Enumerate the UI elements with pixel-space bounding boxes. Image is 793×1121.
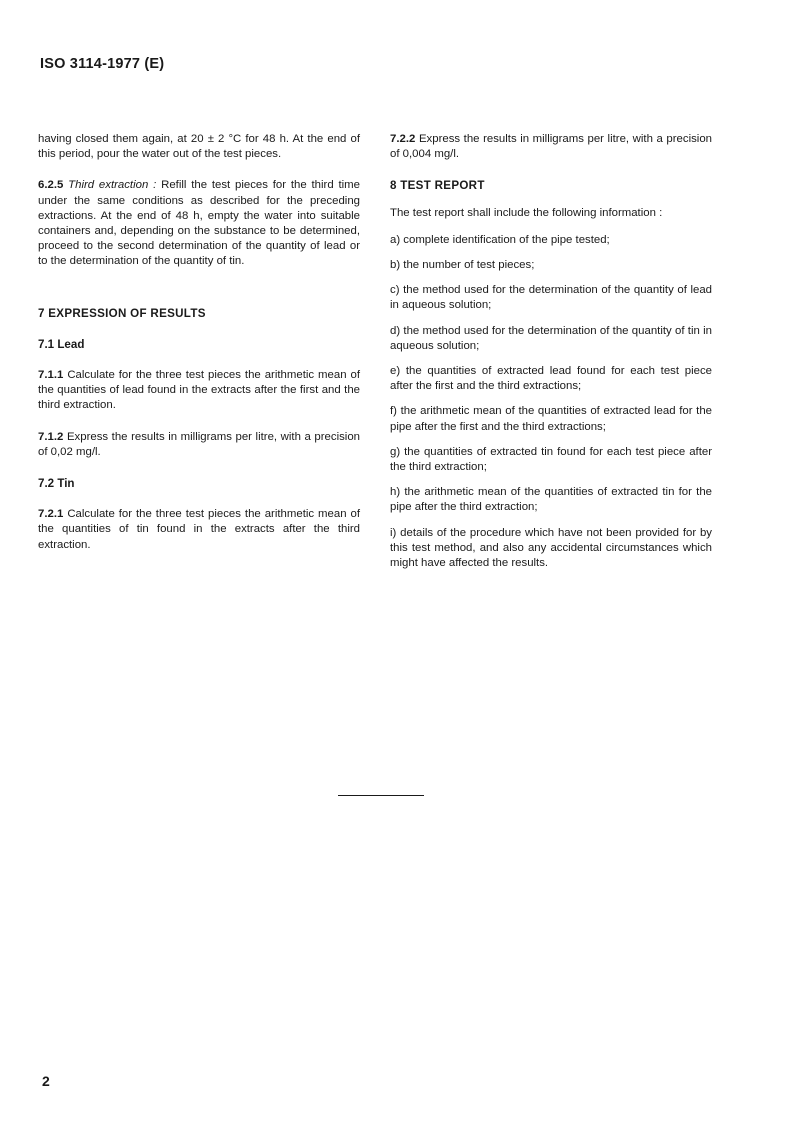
section-number: 6.2.5 [38, 179, 64, 192]
section-number: 7.2.1 [38, 508, 64, 521]
section-text: Calculate for the three test pieces the arithmetic mean of the quantities of lead found in the extracts after the first and the third extraction. [38, 369, 361, 412]
section-title: Third extraction : [68, 179, 157, 192]
section-heading-8: 8 TEST REPORT [390, 179, 485, 193]
section-7-1-2 [38, 430, 360, 460]
list-item-e: e) the quantities of extracted lead found for each test piece after the first and the third extractions; [390, 365, 712, 393]
page-number: 2 [42, 1073, 50, 1089]
section-heading-7: 7 EXPRESSION OF RESULTS [38, 306, 206, 320]
section-number: 7.1.1 [38, 369, 64, 382]
section-text: Express the results in milligrams per litre, with a precision of 0,004 mg/l. [390, 133, 712, 161]
test-report-intro: The test report shall include the following information : [390, 206, 663, 219]
section-6-2-5 [38, 178, 360, 269]
list-item-b: b) the number of test pieces; [390, 259, 535, 272]
list-item-f: f) the arithmetic mean of the quantities of extracted lead for the pipe after the first and the third extractions; [390, 405, 712, 433]
section-heading-7-1: 7.1 Lead [38, 337, 85, 351]
left-column [38, 132, 360, 553]
section-text: Express the results in milligrams per litre, with a precision of 0,02 mg/l. [38, 430, 360, 458]
section-heading-7-2: 7.2 Tin [38, 477, 75, 491]
list-item-a: a) complete identification of the pipe tested; [390, 233, 610, 246]
section-text: Calculate for the three test pieces the arithmetic mean of the quantities of tin found in the extracts after the third extraction. [38, 508, 361, 551]
section-number: 7.2.2 [390, 133, 416, 145]
right-column [390, 132, 712, 581]
list-item-d: d) the method used for the determination of the quantity of tin in aqueous solution; [390, 324, 712, 352]
list-item-c: c) the method used for the determination of the quantity of lead in aqueous solution; [390, 284, 712, 312]
section-7-2-2 [390, 132, 712, 162]
page-header-doc-id: ISO 3114-1977 (E) [40, 56, 165, 72]
end-rule [338, 795, 424, 796]
list-item-i: i) details of the procedure which have not been provided for by this test method, and also any accidental circumstances which might have affected the results. [390, 526, 712, 570]
section-7-1-1 [38, 368, 360, 414]
list-item-g: g) the quantities of extracted tin found for each test piece after the third extraction; [390, 445, 712, 474]
section-number: 7.1.2 [38, 430, 64, 443]
section-text: Refill the test pieces for the third time under the same conditions as described for the preceding extractions. At the end of 48 h, empty the water into suitable containers and, depending on the substance to be determined, proceed to the second determination of the quantity of lead or to the determination of the quantity of tin. [38, 179, 360, 268]
list-item-h: h) the arithmetic mean of the quantities of extracted tin for the pipe after the third extraction; [390, 486, 712, 514]
paragraph-continuation: having closed them again, at 20 ± 2 °C for 48 h. At the end of this period, pour the water out of the test pieces. [38, 133, 360, 161]
section-7-2-1 [38, 507, 360, 553]
